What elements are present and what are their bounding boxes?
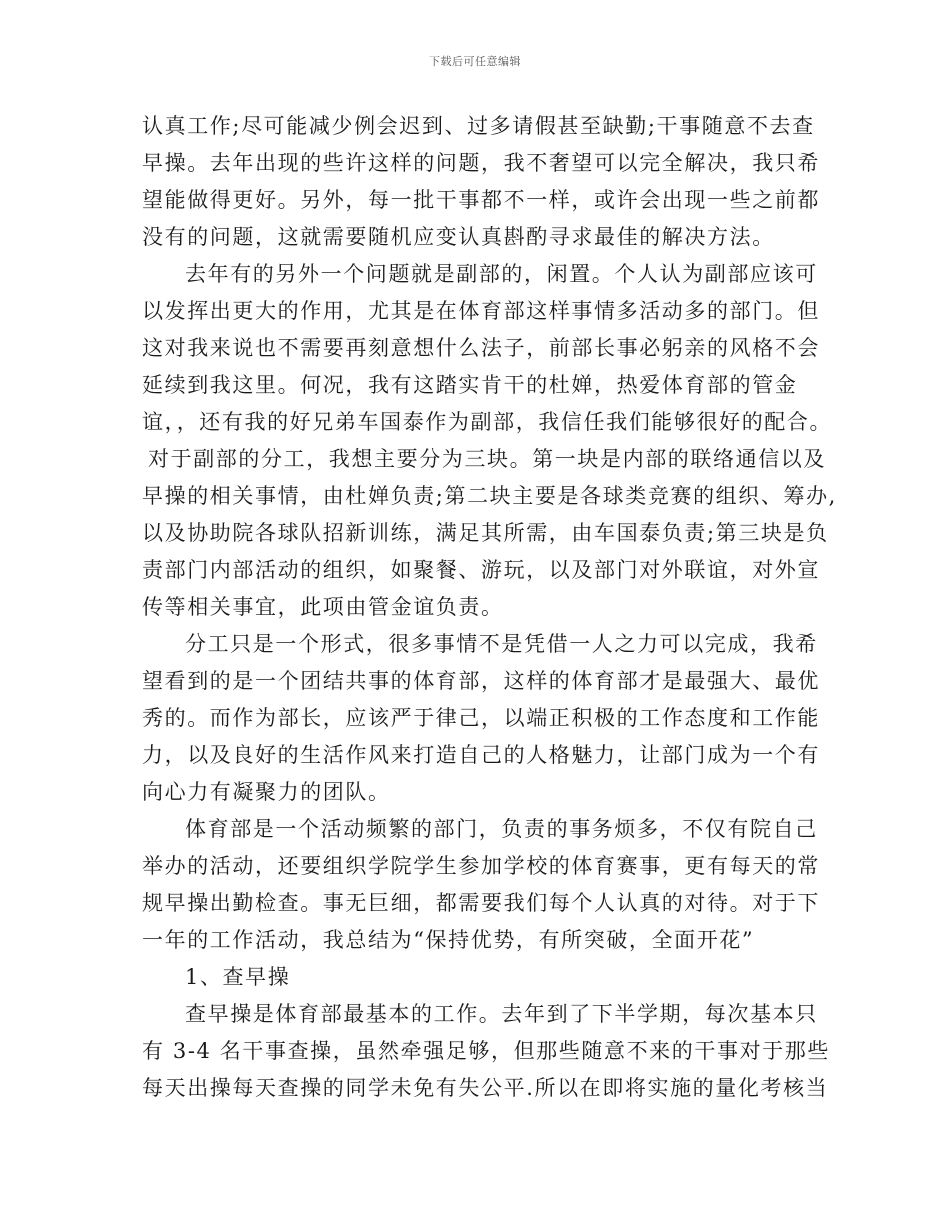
text-line: 传等相关事宜，此项由管金谊负责。 <box>142 595 504 619</box>
text-line: 早操的相关事情，由杜婵负责;第二块主要是各球类竞赛的组织、筹办, <box>142 484 837 508</box>
text-line: 一年的工作活动，我总结为“保持优势，有所突破，全面开花” <box>142 928 755 952</box>
text-line: 认真工作;尽可能减少例会迟到、过多请假甚至缺勤;干事随意不去查 <box>142 114 815 138</box>
text-line: 责部门内部活动的组织，如聚餐、游玩，以及部门对外联谊，对外宣 <box>142 558 820 582</box>
text-line: 每天出操每天查操的同学未免有失公平.所以在即将实施的量化考核当 <box>142 1076 829 1100</box>
paragraph-start-line: 去年有的另外一个问题就是副部的，闲置。个人认为副部应该可 <box>185 262 818 286</box>
paragraph-start-line: 查早操是体育部最基本的工作。去年到了下半学期，每次基本只 <box>185 1002 818 1026</box>
text-line: 有 3-4 名干事查操，虽然牵强足够，但那些随意不来的干事对于那些 <box>142 1039 830 1063</box>
text-line: 谊，，还有我的好兄弟车国泰作为副部，我信任我们能够很好的配合。 <box>142 410 833 434</box>
text-line: 以发挥出更大的作用，尤其是在体育部这样事情多活动多的部门。但 <box>142 299 820 323</box>
text-line: 望能做得更好。另外，每一批干事都不一样，或许会出现一些之前都 <box>142 188 820 212</box>
paragraph-start-line: 体育部是一个活动频繁的部门，负责的事务烦多，不仅有院自己 <box>185 817 818 841</box>
text-line: 延续到我这里。何况，我有这踏实肯干的杜婵，热爱体育部的管金 <box>142 373 798 397</box>
text-line: 这对我来说也不需要再刻意想什么法子，前部长事必躬亲的风格不会 <box>142 336 820 360</box>
text-line: 以及协助院各球队招新训练，满足其所需，由车国泰负责;第三块是负 <box>142 521 829 545</box>
text-line: 规早操出勤检查。事无巨细，都需要我们每个人认真的对待。对于下 <box>142 891 820 915</box>
page-header: 下载后可任意编辑 <box>429 55 521 68</box>
text-line: 望看到的是一个团结共事的体育部，这样的体育部才是最强大、最优 <box>142 669 820 693</box>
paragraph-start-line: 分工只是一个形式，很多事情不是凭借一人之力可以完成，我希 <box>185 632 818 656</box>
text-line: 秀的。而作为部长，应该严于律己，以端正积极的工作态度和工作能 <box>142 706 820 730</box>
section-heading: 1、查早操 <box>185 965 291 989</box>
text-line: 早操。去年出现的些许这样的问题，我不奢望可以完全解决，我只希 <box>142 151 820 175</box>
text-line: 向心力有凝聚力的团队。 <box>142 780 391 804</box>
text-line: 举办的活动，还要组织学院学生参加学校的体育赛事，更有每天的常 <box>142 854 820 878</box>
text-line: 没有的问题，这就需要随机应变认真斟酌寻求最佳的解决方法。 <box>142 225 775 249</box>
paragraph-start-line: 对于副部的分工，我想主要分为三块。第一块是内部的联络通信以及 <box>148 447 826 471</box>
document-body <box>142 108 837 1107</box>
text-line: 力，以及良好的生活作风来打造自己的人格魅力，让部门成为一个有 <box>142 743 820 767</box>
